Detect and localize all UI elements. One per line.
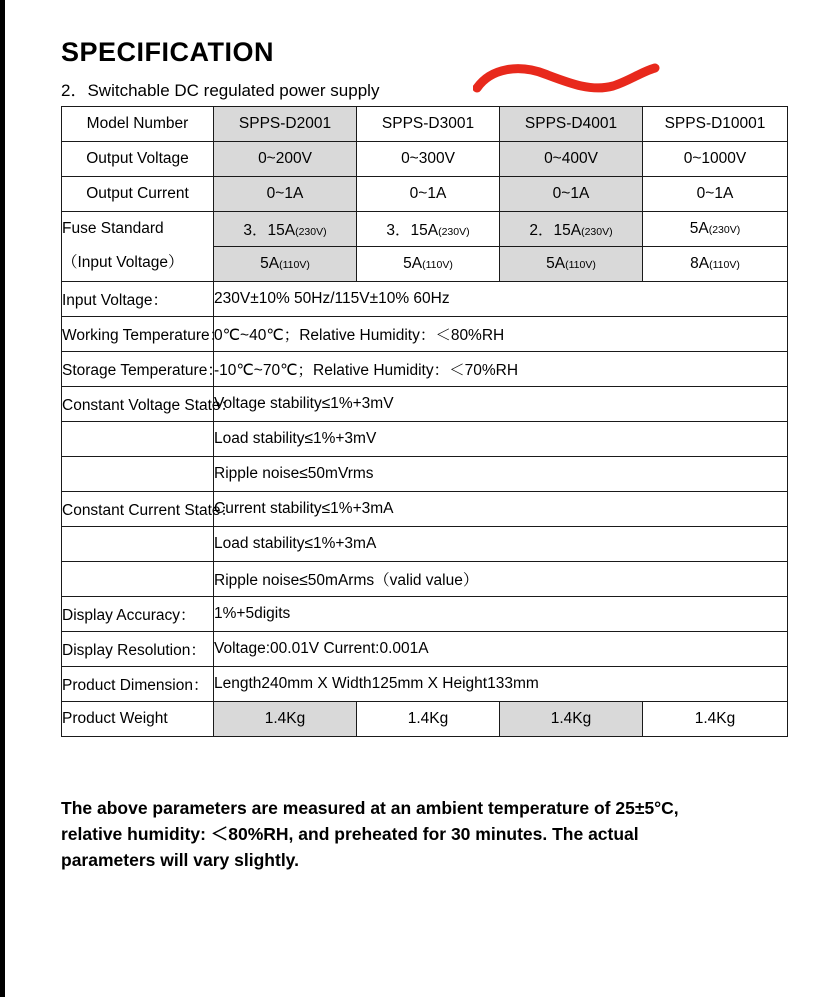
row-value: Length240mm X Width125mm X Height133mm bbox=[214, 666, 788, 701]
table-cell: 1.4Kg bbox=[500, 701, 643, 736]
table-cell bbox=[357, 246, 500, 281]
table-cell: 1.4Kg bbox=[214, 701, 357, 736]
row-value: Load stability≤1%+3mV bbox=[214, 421, 788, 456]
table-row-cc-load-stability bbox=[62, 526, 788, 561]
table-cell: 0~1000V bbox=[643, 141, 788, 176]
row-value: Load stability≤1%+3mA bbox=[214, 526, 788, 561]
row-value: Current stability≤1%+3mA bbox=[214, 491, 788, 526]
row-label bbox=[62, 526, 214, 561]
row-label: Display Resolution： bbox=[62, 631, 214, 666]
table-cell bbox=[500, 211, 643, 246]
row-value: Voltage stability≤1%+3mV bbox=[214, 386, 788, 421]
table-cell: 1.4Kg bbox=[357, 701, 500, 736]
page-title: SPECIFICATION bbox=[61, 37, 275, 67]
table-row-output-current bbox=[62, 176, 788, 211]
table-cell: SPPS-D4001 bbox=[500, 106, 643, 141]
table-row-storage-temperature bbox=[62, 351, 788, 386]
row-label: Constant Current State： bbox=[62, 491, 214, 526]
row-value: -10℃~70℃；Relative Humidity：＜70%RH bbox=[214, 351, 788, 386]
table-cell bbox=[643, 211, 788, 246]
footer-note: The above parameters are measured at an ambient temperature of 25±5°C, relative humidity: ＜80%RH, and preheated for 30 minutes. The actual parameters will vary slightly. bbox=[61, 797, 679, 870]
row-value: 230V±10% 50Hz/115V±10% 60Hz bbox=[214, 281, 788, 316]
table-row-model-number bbox=[62, 106, 788, 141]
fuse-standard-label: Fuse Standard bbox=[62, 211, 214, 246]
subtitle-row bbox=[61, 78, 787, 106]
fuse-voltage-sup: (110V) bbox=[279, 258, 310, 271]
fuse-value: 5A bbox=[403, 254, 423, 272]
section-subtitle: 2．Switchable DC regulated power supply bbox=[61, 80, 380, 100]
table-cell: 0~400V bbox=[500, 141, 643, 176]
table-row-product-weight bbox=[62, 701, 788, 736]
fuse-voltage-sup: (230V) bbox=[708, 223, 741, 236]
fuse-input-voltage-label: （Input Voltage） bbox=[62, 246, 214, 281]
table-cell: 0~1A bbox=[500, 176, 643, 211]
row-label bbox=[62, 561, 214, 596]
row-value: Ripple noise≤50mArms（valid value） bbox=[214, 561, 788, 596]
row-label: Product Dimension： bbox=[62, 666, 214, 701]
specification-table bbox=[61, 106, 788, 737]
fuse-value: 3．15A bbox=[386, 221, 439, 239]
row-label: Constant Voltage State： bbox=[62, 386, 214, 421]
row-label: Working Temperature： bbox=[62, 316, 214, 351]
table-cell: 0~200V bbox=[214, 141, 357, 176]
table-row-fuse-230v bbox=[62, 211, 788, 246]
fuse-value: 5A bbox=[546, 254, 566, 272]
table-cell: SPPS-D3001 bbox=[357, 106, 500, 141]
fuse-value: 5A bbox=[689, 219, 709, 237]
row-value: 1%+5digits bbox=[214, 596, 788, 631]
table-row-product-dimension bbox=[62, 666, 788, 701]
table-row-output-voltage bbox=[62, 141, 788, 176]
table-row-display-resolution bbox=[62, 631, 788, 666]
table-row-display-accuracy bbox=[62, 596, 788, 631]
fuse-voltage-sup: (230V) bbox=[438, 225, 470, 238]
fuse-voltage-sup: (110V) bbox=[709, 258, 740, 271]
row-label bbox=[62, 421, 214, 456]
table-cell bbox=[357, 211, 500, 246]
table-row-cc-ripple-noise bbox=[62, 561, 788, 596]
row-value: 0℃~40℃；Relative Humidity：＜80%RH bbox=[214, 316, 788, 351]
table-cell bbox=[643, 246, 788, 281]
table-row-cv-ripple-noise bbox=[62, 456, 788, 491]
fuse-value: 2．15A bbox=[529, 221, 582, 239]
table-row-constant-voltage-state bbox=[62, 386, 788, 421]
fuse-voltage-sup: (230V) bbox=[581, 225, 613, 238]
table-cell: SPPS-D10001 bbox=[643, 106, 788, 141]
row-label: Storage Temperature： bbox=[62, 351, 214, 386]
row-value: Ripple noise≤50mVrms bbox=[214, 456, 788, 491]
table-cell bbox=[500, 246, 643, 281]
row-label: Input Voltage： bbox=[62, 281, 214, 316]
table-cell: 0~1A bbox=[357, 176, 500, 211]
row-label: Display Accuracy： bbox=[62, 596, 214, 631]
fuse-voltage-sup: (110V) bbox=[422, 258, 453, 271]
table-cell bbox=[214, 211, 357, 246]
table-row-constant-current-state bbox=[62, 491, 788, 526]
fuse-voltage-sup: (230V) bbox=[295, 225, 327, 238]
document-content bbox=[61, 38, 787, 873]
table-cell: 0~1A bbox=[214, 176, 357, 211]
table-cell bbox=[214, 246, 357, 281]
table-cell: 0~1A bbox=[643, 176, 788, 211]
table-cell: 0~300V bbox=[357, 141, 500, 176]
table-cell: 1.4Kg bbox=[643, 701, 788, 736]
table-row-fuse-110v bbox=[62, 246, 788, 281]
row-label: Output Voltage bbox=[62, 141, 214, 176]
table-cell: SPPS-D2001 bbox=[214, 106, 357, 141]
fuse-voltage-sup: (110V) bbox=[565, 258, 596, 271]
table-row-input-voltage bbox=[62, 281, 788, 316]
row-label: Product Weight bbox=[62, 701, 214, 736]
fuse-value: 5A bbox=[260, 254, 280, 272]
table-row-cv-load-stability bbox=[62, 421, 788, 456]
fuse-value: 3．15A bbox=[243, 221, 296, 239]
row-label bbox=[62, 456, 214, 491]
table-row-working-temperature bbox=[62, 316, 788, 351]
fuse-value: 8A bbox=[690, 254, 710, 272]
row-value: Voltage:00.01V Current:0.001A bbox=[214, 631, 788, 666]
row-label: Output Current bbox=[62, 176, 214, 211]
row-label: Model Number bbox=[62, 106, 214, 141]
